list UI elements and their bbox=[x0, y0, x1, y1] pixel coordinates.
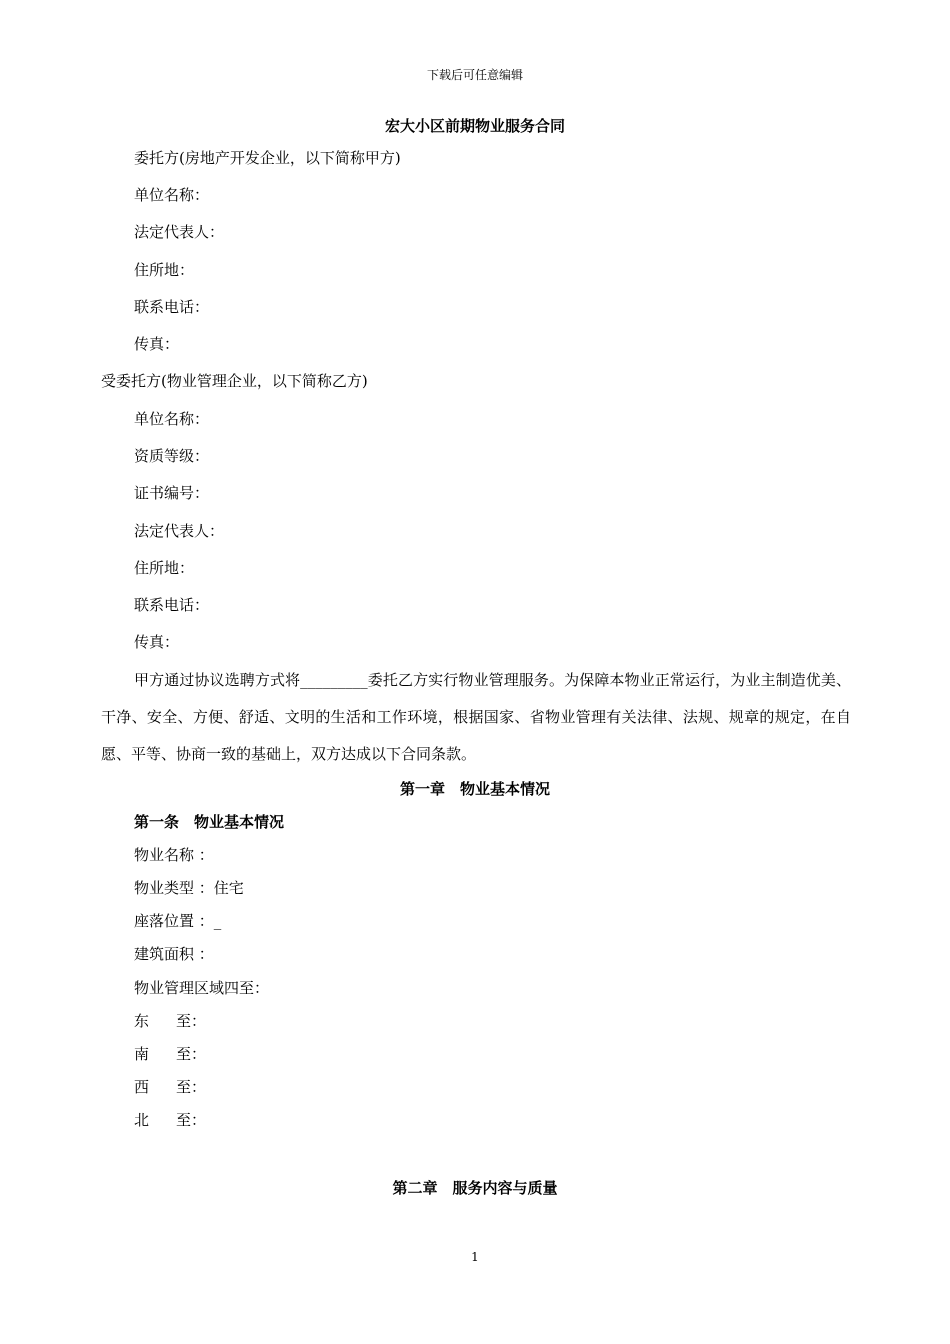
boundaries-heading: 物业管理区域四至： bbox=[134, 979, 270, 997]
boundary-west bbox=[134, 1077, 206, 1097]
party-a-heading: 委托方(房地产开发企业，以下简称甲方) bbox=[134, 149, 401, 167]
article-1-title: 第一条 物业基本情况 bbox=[134, 813, 285, 831]
party-b-unit-name: 单位名称： bbox=[134, 410, 210, 428]
boundary-south-value: 至： bbox=[176, 1045, 207, 1063]
property-location: 座落位置 ：_ bbox=[134, 912, 222, 930]
page-number: 1 bbox=[471, 1250, 479, 1264]
floor-area: 建筑面积 ： bbox=[134, 945, 214, 963]
contract-title: 宏大小区前期物业服务合同 bbox=[384, 117, 565, 135]
boundary-south bbox=[134, 1044, 206, 1064]
party-b-cert-no: 证书编号： bbox=[134, 484, 210, 502]
intro-paragraph: 甲方通过协议选聘方式将_________委托乙方实行物业管理服务。为保障本物业正常运行，为业主制造优美、干净、安全、方便、舒适、文明的生活和工作环境，根据国家、省物业管理有关法律、法规、规章的规定，在自愿、平等、协商一致的基础上，双方达成以下合同条款。 bbox=[101, 671, 851, 763]
property-name: 物业名称 ： bbox=[134, 846, 214, 864]
party-b-qualification: 资质等级： bbox=[134, 447, 210, 465]
chapter-1-title: 第一章 物业基本情况 bbox=[399, 780, 550, 798]
boundary-east bbox=[134, 1011, 206, 1031]
boundary-south-label: 南 bbox=[134, 1045, 150, 1063]
party-a-unit-name: 单位名称： bbox=[134, 186, 210, 204]
party-b-legal-rep: 法定代表人： bbox=[134, 522, 225, 540]
party-a-fax: 传真： bbox=[134, 335, 180, 353]
party-b-fax: 传真： bbox=[134, 633, 180, 651]
boundary-west-label: 西 bbox=[134, 1078, 150, 1096]
boundary-north-value: 至： bbox=[176, 1111, 207, 1129]
property-type: 物业类型 ：住宅 bbox=[134, 879, 244, 897]
chapter-2-title: 第二章 服务内容与质量 bbox=[392, 1179, 558, 1197]
boundary-east-label: 东 bbox=[134, 1012, 150, 1030]
party-b-address: 住所地： bbox=[134, 559, 195, 577]
boundary-north-label: 北 bbox=[134, 1111, 150, 1129]
party-b-phone: 联系电话： bbox=[134, 596, 210, 614]
boundary-north bbox=[134, 1110, 206, 1130]
party-a-address: 住所地： bbox=[134, 261, 195, 279]
party-a-phone: 联系电话： bbox=[134, 298, 210, 316]
boundary-west-value: 至： bbox=[176, 1078, 207, 1096]
page-header: 下载后可任意编辑 bbox=[426, 68, 523, 82]
party-b-heading: 受委托方(物业管理企业，以下简称乙方) bbox=[101, 372, 368, 390]
party-a-legal-rep: 法定代表人： bbox=[134, 223, 225, 241]
boundary-east-value: 至： bbox=[176, 1012, 207, 1030]
